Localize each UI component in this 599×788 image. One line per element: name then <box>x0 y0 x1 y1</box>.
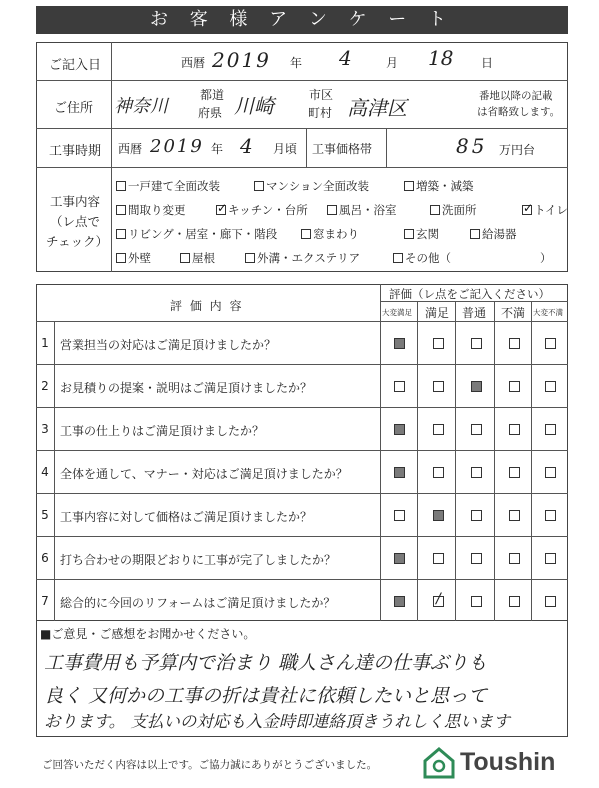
eval-header-content: 評 価 内 容 <box>170 299 244 313</box>
eval-checkbox-selected[interactable] <box>394 467 405 478</box>
content-other-close: ） <box>540 251 552 265</box>
content-label-2: （レ点で <box>50 214 101 229</box>
eval-checkbox-selected[interactable] <box>394 424 405 435</box>
eval-checkbox-selected[interactable] <box>394 553 405 564</box>
eval-checkbox[interactable] <box>433 467 444 478</box>
eval-checkbox[interactable] <box>433 424 444 435</box>
eval-checkbox[interactable] <box>545 553 556 564</box>
content-label-3: チェック） <box>46 234 109 249</box>
question-number: 4 <box>41 465 49 479</box>
address-city-label-1: 市区 <box>309 88 334 102</box>
period-label: 工事時期 <box>49 144 102 159</box>
content-option[interactable]: 外溝・エクステリア <box>245 250 360 266</box>
eval-checkbox[interactable] <box>433 338 444 349</box>
eval-checkbox[interactable] <box>509 424 520 435</box>
eval-checkbox[interactable] <box>509 381 520 392</box>
entry-date-year-unit: 年 <box>290 56 303 70</box>
content-option[interactable]: その他（ <box>393 250 451 266</box>
question-number: 3 <box>41 422 49 436</box>
brand-name: Toushin <box>460 748 556 776</box>
house-logo-icon <box>422 746 456 780</box>
address-note-line1: 番地以降の記載 <box>479 90 553 102</box>
eval-checkbox[interactable] <box>394 381 405 392</box>
question-text: 工事内容に対して価格はご満足頂けましたか？ <box>60 510 313 524</box>
eval-checkbox[interactable] <box>509 553 520 564</box>
address-note-line2: は省略致します。 <box>477 106 561 118</box>
eval-col-3: 不満 <box>501 306 526 320</box>
price-unit: 万円台 <box>499 143 536 157</box>
address-label: ご住所 <box>54 101 94 116</box>
eval-checkbox[interactable] <box>433 381 444 392</box>
checkbox-icon[interactable] <box>393 253 403 263</box>
period-month-unit: 月頃 <box>273 142 298 156</box>
content-option[interactable]: 外壁 <box>116 250 151 266</box>
content-option[interactable]: 間取り変更 <box>116 202 186 218</box>
eval-checkbox[interactable] <box>545 467 556 478</box>
eval-checkbox[interactable] <box>509 467 520 478</box>
eval-checkbox-selected[interactable] <box>433 510 444 521</box>
checkbox-icon[interactable] <box>116 205 126 215</box>
eval-col-4: 大変不満 <box>533 308 563 317</box>
checkbox-icon[interactable] <box>301 229 311 239</box>
entry-date-day: 18 <box>428 46 454 70</box>
eval-checkbox-selected[interactable] <box>394 596 405 607</box>
checkbox-icon[interactable] <box>116 181 126 191</box>
question-text: 全体を通して、マナー・対応はご満足頂けましたか？ <box>60 467 348 481</box>
question-number: 5 <box>41 508 49 522</box>
eval-header-eval: 評価（レ点をご記入ください） <box>389 287 550 301</box>
content-option[interactable]: ✓ トイレ <box>522 202 568 218</box>
eval-checkbox-selected[interactable] <box>471 381 482 392</box>
question-text: 打ち合わせの期限どおりに工事が完了しましたか？ <box>60 553 337 567</box>
eval-col-2: 普通 <box>462 306 487 320</box>
eval-checkbox[interactable] <box>394 510 405 521</box>
content-option[interactable]: 窓まわり <box>301 226 359 242</box>
eval-col-0: 大変満足 <box>382 308 412 317</box>
checkbox-icon[interactable] <box>470 229 480 239</box>
content-option[interactable]: 屋根 <box>180 250 215 266</box>
eval-checkbox-ticked[interactable] <box>433 596 444 607</box>
eval-checkbox[interactable] <box>509 338 520 349</box>
entry-date-label: ご記入日 <box>49 58 102 73</box>
eval-checkbox[interactable] <box>433 553 444 564</box>
eval-checkbox[interactable] <box>545 381 556 392</box>
eval-checkbox[interactable] <box>471 338 482 349</box>
checkbox-icon[interactable] <box>245 253 255 263</box>
content-option[interactable]: 一戸建て全面改装 <box>116 178 220 194</box>
eval-checkbox[interactable] <box>545 596 556 607</box>
period-year: 2019 <box>150 136 204 157</box>
address-city: 川崎 <box>234 94 274 118</box>
comment-line-2: 良く 又何かの工事の折は貴社に依頼したいと思って <box>44 685 488 707</box>
content-option[interactable]: 玄関 <box>404 226 439 242</box>
entry-date-month-unit: 月 <box>386 56 399 70</box>
checkbox-icon[interactable] <box>327 205 337 215</box>
checkbox-icon[interactable] <box>430 205 440 215</box>
content-option[interactable]: リビング・居室・廊下・階段 <box>116 226 277 242</box>
period-month: 4 <box>240 134 253 158</box>
eval-checkbox[interactable] <box>471 424 482 435</box>
checkbox-icon[interactable] <box>254 181 264 191</box>
address-pref-label-1: 都道 <box>200 88 225 102</box>
period-era: 西暦 <box>118 142 143 156</box>
question-text: 工事の仕上りはご満足頂けましたか？ <box>60 424 265 438</box>
address-pref-label-2: 府県 <box>198 106 223 120</box>
eval-checkbox[interactable] <box>471 467 482 478</box>
checkbox-checked-icon[interactable] <box>522 205 532 215</box>
checkbox-icon[interactable] <box>116 253 126 263</box>
eval-checkbox[interactable] <box>545 510 556 521</box>
checkbox-icon[interactable] <box>116 229 126 239</box>
question-number: 7 <box>41 594 49 608</box>
address-prefecture: 神奈川 <box>114 96 168 117</box>
eval-checkbox[interactable] <box>545 338 556 349</box>
eval-checkbox[interactable] <box>509 510 520 521</box>
evaluation-table <box>36 284 568 621</box>
content-option[interactable]: 増築・減築 <box>404 178 474 194</box>
price-value: 85 <box>456 134 488 158</box>
content-option[interactable]: 洗面所 <box>430 202 477 218</box>
comment-line-3: おります。 支払いの対応も入金時即連絡頂きうれしく思います <box>44 712 510 731</box>
checkbox-checked-icon[interactable] <box>216 205 226 215</box>
eval-checkbox-selected[interactable] <box>394 338 405 349</box>
content-option[interactable]: ✓ キッチン・台所 <box>216 202 308 218</box>
content-option[interactable]: 風呂・浴室 <box>327 202 397 218</box>
address-city-label-2: 町村 <box>308 106 333 120</box>
checkbox-icon[interactable] <box>404 181 414 191</box>
survey-title: お 客 様 ア ン ケ ー ト <box>36 6 568 34</box>
period-year-unit: 年 <box>211 142 224 156</box>
eval-checkbox[interactable] <box>471 596 482 607</box>
question-text: 営業担当の対応はご満足頂けましたか？ <box>60 338 277 352</box>
eval-col-1: 満足 <box>425 306 450 320</box>
question-text: お見積りの提案・説明はご満足頂けましたか？ <box>60 381 313 395</box>
eval-checkbox[interactable] <box>471 510 482 521</box>
checkbox-icon[interactable] <box>404 229 414 239</box>
checkbox-icon[interactable] <box>180 253 190 263</box>
question-text: 総合的に今回のリフォームはご満足頂けましたか？ <box>60 596 336 610</box>
footer-note: ご回答いただく内容は以上です。ご協力誠にありがとうございました。 <box>42 759 378 771</box>
entry-date-year: 2019 <box>212 48 271 72</box>
comment-line-1: 工事費用も予算内で治まり 職人さん達の仕事ぶりも <box>44 652 488 674</box>
content-option[interactable]: 給湯器 <box>470 226 517 242</box>
question-number: 2 <box>41 379 49 393</box>
entry-date-era: 西暦 <box>181 56 206 70</box>
content-option[interactable]: マンション全面改装 <box>254 178 369 194</box>
eval-checkbox[interactable] <box>545 424 556 435</box>
eval-checkbox[interactable] <box>509 596 520 607</box>
comments-label: ■ご意見・ご感想をお聞かせください。 <box>40 627 256 641</box>
question-number: 6 <box>41 551 49 565</box>
entry-date-day-unit: 日 <box>481 56 494 70</box>
address-ward: 高津区 <box>347 96 407 120</box>
entry-date-month: 4 <box>339 46 352 70</box>
content-label-1: 工事内容 <box>50 194 101 209</box>
eval-checkbox[interactable] <box>471 553 482 564</box>
question-number: 1 <box>41 336 49 350</box>
price-label: 工事価格帯 <box>312 142 373 156</box>
